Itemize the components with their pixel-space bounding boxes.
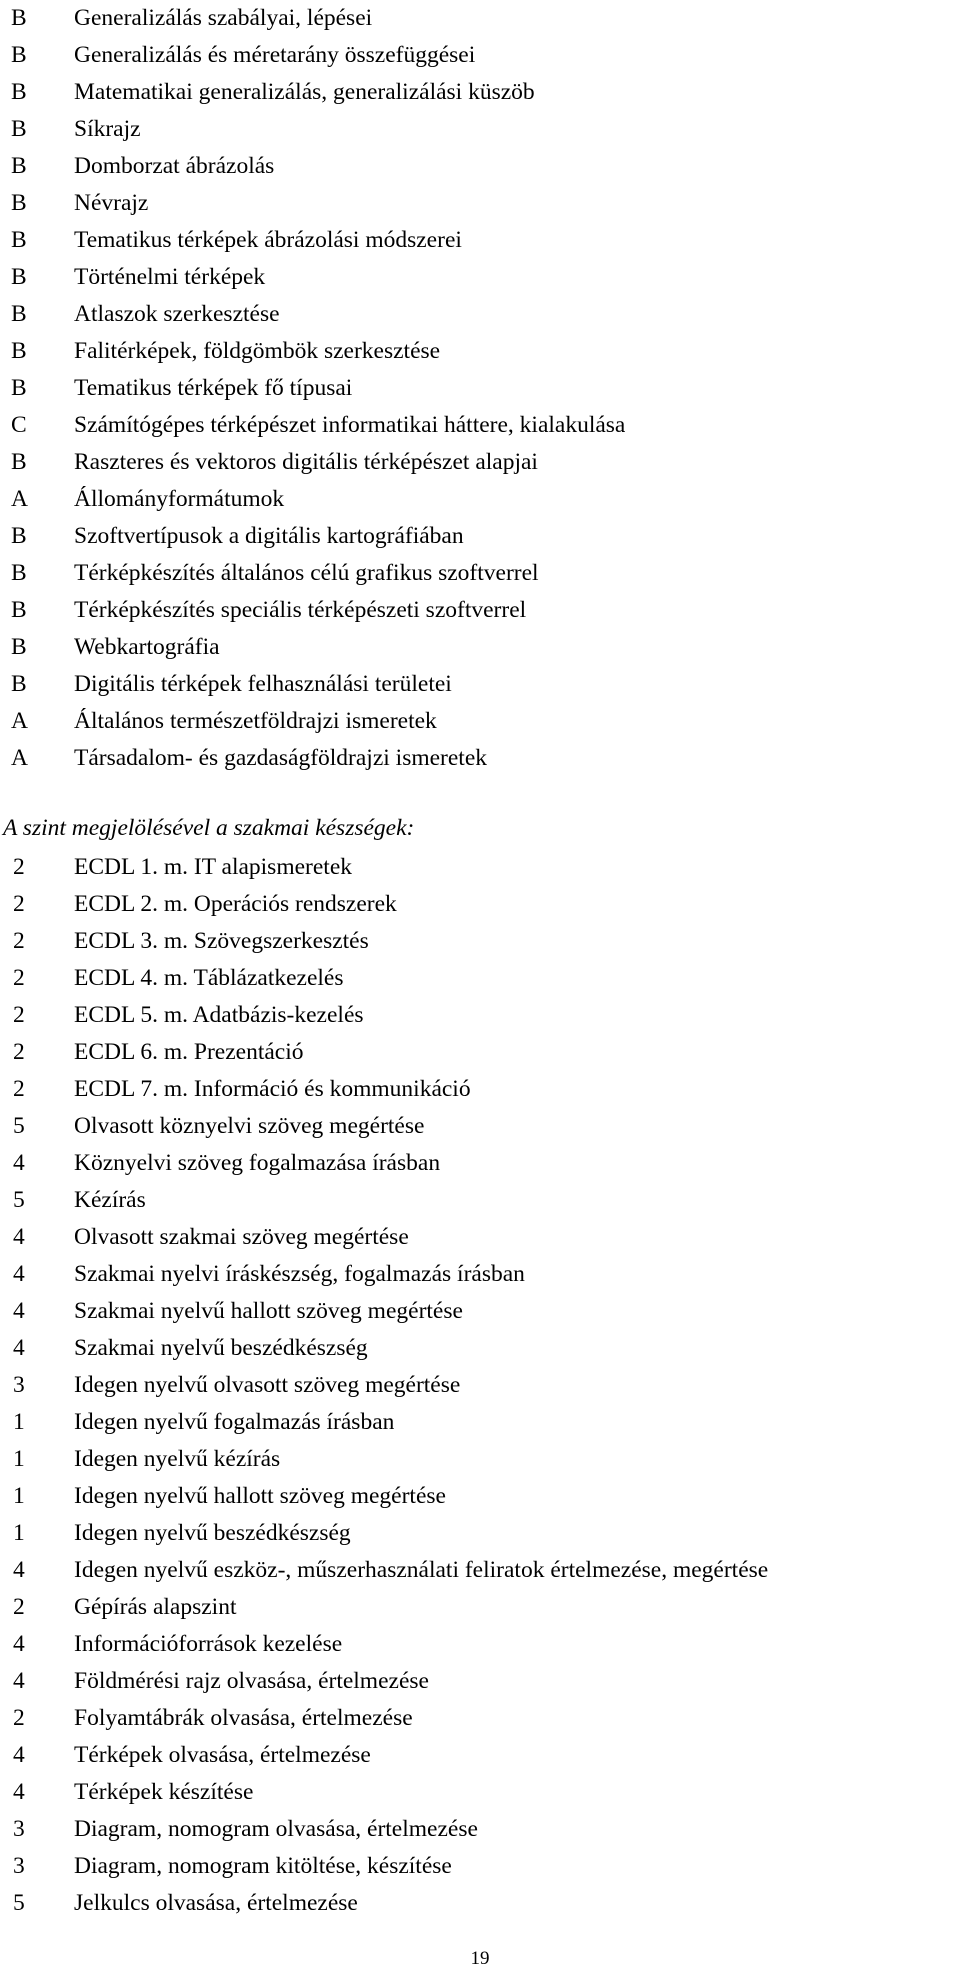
item-label: Kézírás (74, 1187, 146, 1213)
list-item (0, 886, 960, 923)
item-label: Idegen nyelvű kézírás (74, 1446, 281, 1472)
list-item (0, 997, 960, 1034)
level-code: A (11, 708, 28, 734)
list-item (0, 259, 960, 296)
item-label: Tematikus térképek fő típusai (74, 375, 353, 401)
level-code: 2 (13, 854, 25, 880)
level-code: B (11, 597, 27, 623)
level-code: 2 (13, 1076, 25, 1102)
level-code: B (11, 264, 27, 290)
item-label: Olvasott szakmai szöveg megértése (74, 1224, 409, 1250)
item-label: ECDL 6. m. Prezentáció (74, 1039, 304, 1065)
level-code: 4 (13, 1150, 25, 1176)
level-code: 5 (13, 1890, 25, 1916)
list-item (0, 1145, 960, 1182)
level-code: 4 (13, 1557, 25, 1583)
level-code: B (11, 5, 27, 31)
list-item (0, 222, 960, 259)
item-label: Idegen nyelvű eszköz-, műszerhasználati feliratok értelmezése, megértése (74, 1557, 769, 1583)
level-code: A (11, 745, 28, 771)
level-code: 2 (13, 1039, 25, 1065)
list-item (0, 481, 960, 518)
list-item (0, 740, 960, 777)
level-code: B (11, 634, 27, 660)
item-label: Térképek olvasása, értelmezése (74, 1742, 371, 1768)
level-code: B (11, 338, 27, 364)
list-item (0, 111, 960, 148)
item-label: Raszteres és vektoros digitális térképészet alapjai (74, 449, 538, 475)
level-code: 4 (13, 1224, 25, 1250)
list-item (0, 370, 960, 407)
item-label: Általános természetföldrajzi ismeretek (74, 708, 437, 734)
item-label: Jelkulcs olvasása, értelmezése (74, 1890, 358, 1916)
level-code: 2 (13, 1594, 25, 1620)
list-item (0, 1774, 960, 1811)
item-label: Információforrások kezelése (74, 1631, 343, 1657)
item-label: Térképek készítése (74, 1779, 254, 1805)
list-item (0, 444, 960, 481)
list-item (0, 592, 960, 629)
item-label: Állományformátumok (74, 486, 285, 512)
topic-list (0, 0, 960, 777)
item-label: Köznyelvi szöveg fogalmazása írásban (74, 1150, 441, 1176)
list-item (0, 1552, 960, 1589)
item-label: Szakmai nyelvű beszédkészség (74, 1335, 368, 1361)
level-code: B (11, 42, 27, 68)
skill-list (0, 849, 960, 1922)
list-item (0, 1811, 960, 1848)
level-code: 5 (13, 1113, 25, 1139)
level-code: B (11, 79, 27, 105)
level-code: 2 (13, 1705, 25, 1731)
item-label: Földmérési rajz olvasása, értelmezése (74, 1668, 429, 1694)
list-item (0, 1885, 960, 1922)
list-item (0, 923, 960, 960)
level-code: 4 (13, 1335, 25, 1361)
item-label: Történelmi térképek (74, 264, 266, 290)
item-label: Diagram, nomogram olvasása, értelmezése (74, 1816, 478, 1842)
level-code: 4 (13, 1668, 25, 1694)
list-item (0, 333, 960, 370)
item-label: Domborzat ábrázolás (74, 153, 275, 179)
list-item (0, 849, 960, 886)
list-item (0, 1700, 960, 1737)
list-item (0, 1034, 960, 1071)
item-label: Idegen nyelvű fogalmazás írásban (74, 1409, 395, 1435)
item-label: ECDL 7. m. Információ és kommunikáció (74, 1076, 471, 1102)
item-label: ECDL 1. m. IT alapismeretek (74, 854, 353, 880)
level-code: 4 (13, 1298, 25, 1324)
list-item (0, 1626, 960, 1663)
level-code: B (11, 190, 27, 216)
item-label: ECDL 4. m. Táblázatkezelés (74, 965, 344, 991)
skills-heading: A szint megjelölésével a szakmai készségek: (3, 815, 415, 841)
list-item (0, 296, 960, 333)
list-item (0, 37, 960, 74)
item-label: Idegen nyelvű hallott szöveg megértése (74, 1483, 446, 1509)
item-label: Diagram, nomogram kitöltése, készítése (74, 1853, 452, 1879)
level-code: 1 (13, 1446, 25, 1472)
item-label: Generalizálás szabályai, lépései (74, 5, 373, 31)
list-item (0, 1515, 960, 1552)
item-label: Generalizálás és méretarány összefüggései (74, 42, 476, 68)
list-item (0, 1367, 960, 1404)
level-code: 1 (13, 1409, 25, 1435)
level-code: B (11, 116, 27, 142)
list-item (0, 666, 960, 703)
level-code: B (11, 301, 27, 327)
level-code: 5 (13, 1187, 25, 1213)
list-item (0, 1478, 960, 1515)
list-item (0, 555, 960, 592)
item-label: ECDL 5. m. Adatbázis-kezelés (74, 1002, 364, 1028)
list-item (0, 1071, 960, 1108)
item-label: Falitérképek, földgömbök szerkesztése (74, 338, 441, 364)
level-code: 3 (13, 1372, 25, 1398)
list-item (0, 1182, 960, 1219)
level-code: B (11, 560, 27, 586)
list-item (0, 1441, 960, 1478)
list-item (0, 703, 960, 740)
item-label: Térképkészítés általános célú grafikus szoftverrel (74, 560, 539, 586)
list-item (0, 1293, 960, 1330)
list-item (0, 148, 960, 185)
item-label: Atlaszok szerkesztése (74, 301, 280, 327)
item-label: Idegen nyelvű beszédkészség (74, 1520, 351, 1546)
list-item (0, 960, 960, 997)
item-label: Szakmai nyelvi íráskészség, fogalmazás írásban (74, 1261, 525, 1287)
page-number: 19 (470, 1948, 490, 1969)
level-code: 1 (13, 1483, 25, 1509)
level-code: 2 (13, 928, 25, 954)
item-label: Olvasott köznyelvi szöveg megértése (74, 1113, 425, 1139)
item-label: Névrajz (74, 190, 149, 216)
item-label: Tematikus térképek ábrázolási módszerei (74, 227, 462, 253)
item-label: Matematikai generalizálás, generalizálási küszöb (74, 79, 535, 105)
list-item (0, 1663, 960, 1700)
item-label: ECDL 3. m. Szövegszerkesztés (74, 928, 369, 954)
item-label: Idegen nyelvű olvasott szöveg megértése (74, 1372, 461, 1398)
list-item (0, 1256, 960, 1293)
list-item (0, 1404, 960, 1441)
level-code: B (11, 523, 27, 549)
level-code: 2 (13, 891, 25, 917)
list-item (0, 518, 960, 555)
level-code: 1 (13, 1520, 25, 1546)
item-label: Számítógépes térképészet informatikai háttere, kialakulása (74, 412, 626, 438)
list-item (0, 1589, 960, 1626)
list-item (0, 1330, 960, 1367)
item-label: Folyamtábrák olvasása, értelmezése (74, 1705, 413, 1731)
list-item (0, 629, 960, 666)
item-label: Szakmai nyelvű hallott szöveg megértése (74, 1298, 463, 1324)
item-label: Társadalom- és gazdaságföldrajzi ismeretek (74, 745, 488, 771)
level-code: B (11, 671, 27, 697)
level-code: 2 (13, 1002, 25, 1028)
level-code: B (11, 375, 27, 401)
list-item (0, 74, 960, 111)
level-code: 4 (13, 1631, 25, 1657)
level-code: B (11, 449, 27, 475)
level-code: A (11, 486, 28, 512)
list-item (0, 407, 960, 444)
item-label: Síkrajz (74, 116, 141, 142)
level-code: B (11, 227, 27, 253)
level-code: 4 (13, 1779, 25, 1805)
item-label: Térképkészítés speciális térképészeti szoftverrel (74, 597, 527, 623)
item-label: Digitális térképek felhasználási területei (74, 671, 452, 697)
item-label: Webkartográfia (74, 634, 220, 660)
level-code: 2 (13, 965, 25, 991)
list-item (0, 1219, 960, 1256)
item-label: Gépírás alapszint (74, 1594, 237, 1620)
item-label: ECDL 2. m. Operációs rendszerek (74, 891, 397, 917)
list-item (0, 1737, 960, 1774)
list-item (0, 0, 960, 37)
list-item (0, 1108, 960, 1145)
level-code: 4 (13, 1742, 25, 1768)
list-item (0, 1848, 960, 1885)
level-code: 4 (13, 1261, 25, 1287)
level-code: B (11, 153, 27, 179)
level-code: C (11, 412, 27, 438)
list-item (0, 185, 960, 222)
level-code: 3 (13, 1816, 25, 1842)
level-code: 3 (13, 1853, 25, 1879)
item-label: Szoftvertípusok a digitális kartográfiában (74, 523, 464, 549)
